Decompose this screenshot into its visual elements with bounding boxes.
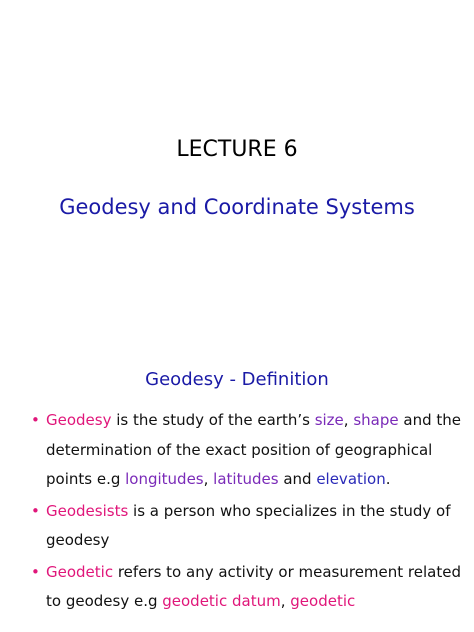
bullet-text-segment: . — [385, 470, 391, 488]
bullet-text-segment: latitudes — [213, 470, 279, 488]
bullet-text-segment: shape — [353, 411, 399, 429]
bullet-text-segment: refers to any activity or measurement related to geodesy e.g — [46, 562, 461, 610]
bullet-text-segment: elevation — [316, 470, 386, 488]
section-heading: Geodesy - Definition — [145, 369, 329, 390]
bullet-text-segment: is the study of the earth’s — [111, 411, 315, 429]
bullet-text-segment: geodetic datum — [162, 592, 281, 610]
bullet-text-segment: longitudes — [125, 470, 204, 488]
bullet-marker: • — [31, 562, 40, 581]
lecture-title: LECTURE 6 — [176, 137, 298, 162]
bullet-text-segment: Geodesists — [46, 501, 129, 520]
bullet-text-segment: is a person who specializes in the study of geodesy — [46, 501, 451, 549]
bullet-item — [18, 406, 470, 495]
bullet-marker: • — [31, 411, 40, 429]
bullet-text-segment: , — [203, 470, 214, 488]
bullet-text-segment: and the determination of the exact position of geographical points e.g — [46, 411, 461, 488]
bullet-text-segment: Geodesy — [46, 411, 112, 429]
bullet-item — [18, 497, 470, 556]
bullet-text-segment: size — [314, 411, 344, 429]
bullet-item — [18, 558, 470, 617]
bullet-text-segment: geodetic — [290, 592, 356, 610]
bullet-text-segment: Geodetic — [46, 562, 114, 581]
lecture-subtitle: Geodesy and Coordinate Systems — [59, 195, 415, 219]
bullet-text-segment: and — [278, 470, 317, 488]
definition-list — [18, 406, 470, 619]
bullet-text-segment: , — [280, 592, 291, 610]
bullet-text-segment: , — [343, 411, 354, 429]
bullet-marker: • — [31, 501, 40, 520]
